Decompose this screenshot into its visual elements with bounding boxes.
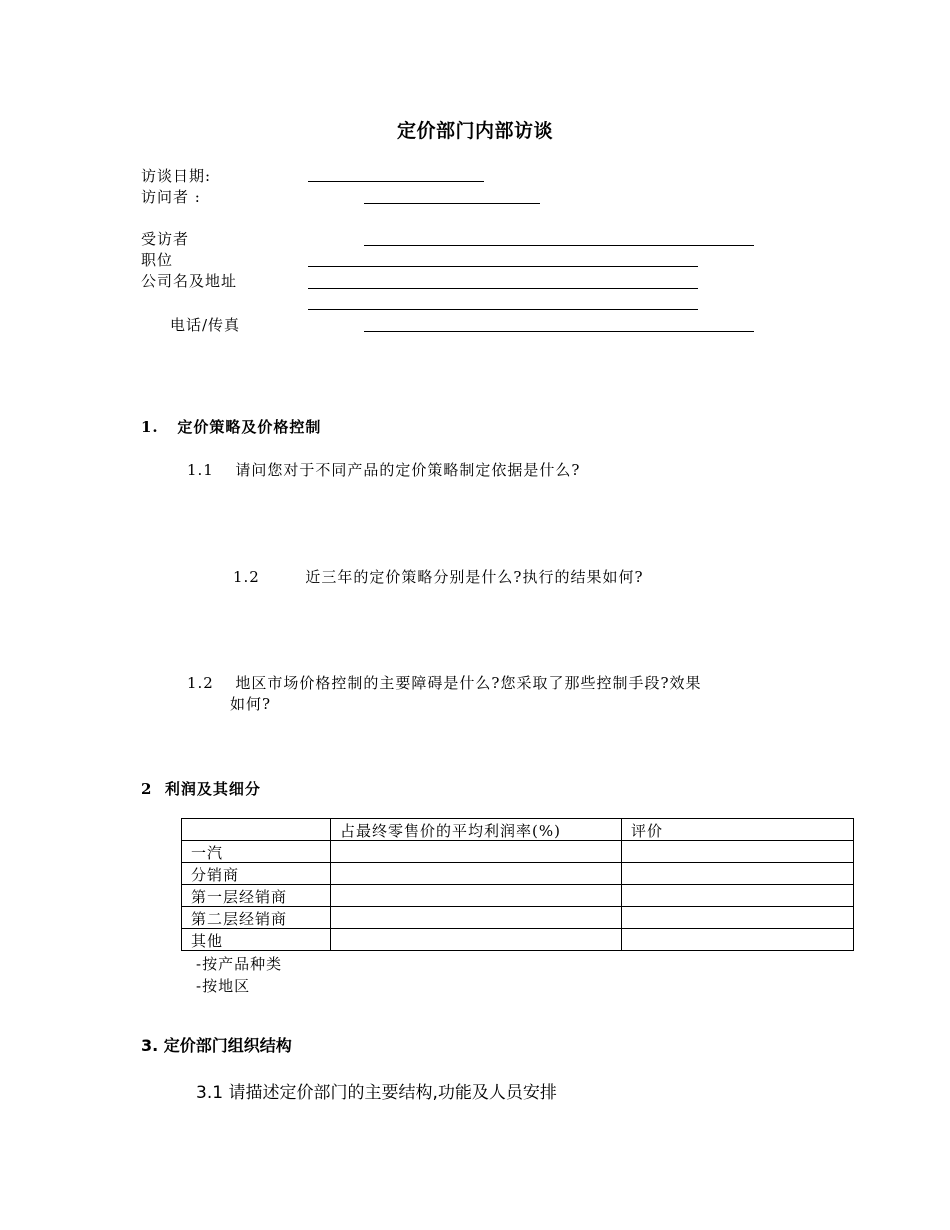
position-field[interactable] — [308, 266, 698, 267]
date-label: 访谈日期: — [141, 167, 212, 185]
comment-cell[interactable] — [622, 841, 854, 863]
question-text: 近三年的定价策略分别是什么?执行的结果如何? — [305, 568, 644, 586]
table-header-cell — [182, 819, 331, 841]
section2-heading: 2 利润及其细分 — [141, 780, 261, 798]
row-label: 其他 — [182, 929, 331, 951]
question-3-1: 3.1 请描述定价部门的主要结构,功能及人员安排 — [196, 1083, 557, 1103]
profit-rate-cell[interactable] — [331, 907, 622, 929]
table-row — [182, 841, 854, 863]
question-number: 1.2 — [233, 568, 260, 586]
table-row — [182, 885, 854, 907]
question-1-2b — [187, 672, 702, 693]
row-label: 第二层经销商 — [182, 907, 331, 929]
comment-cell[interactable] — [622, 929, 854, 951]
profit-rate-cell[interactable] — [331, 885, 622, 907]
profit-table — [181, 818, 854, 951]
table-header-cell: 占最终零售价的平均利润率(%) — [331, 819, 622, 841]
interviewer-label: 访问者 : — [141, 188, 201, 206]
question-number: 1.1 — [187, 461, 214, 479]
table-header-cell: 评价 — [622, 819, 854, 841]
table-header-row — [182, 819, 854, 841]
section3-heading: 3. 定价部门组织结构 — [141, 1036, 292, 1055]
comment-cell[interactable] — [622, 885, 854, 907]
table-row — [182, 907, 854, 929]
interviewee-label: 受访者 — [141, 230, 190, 248]
comment-cell[interactable] — [622, 907, 854, 929]
question-text: 请问您对于不同产品的定价策略制定依据是什么? — [235, 461, 581, 479]
profit-rate-cell[interactable] — [331, 929, 622, 951]
note-by-region: -按地区 — [196, 977, 251, 995]
row-label: 分销商 — [182, 863, 331, 885]
page-title: 定价部门内部访谈 — [396, 120, 553, 142]
question-text-line1: 地区市场价格控制的主要障碍是什么?您采取了那些控制手段?效果 — [235, 674, 702, 692]
note-by-product: -按产品种类 — [196, 955, 283, 973]
position-label: 职位 — [141, 251, 174, 269]
section1-heading: 1. 定价策略及价格控制 — [141, 418, 322, 436]
date-field[interactable] — [308, 181, 484, 182]
question-1-2 — [233, 566, 644, 587]
comment-cell[interactable] — [622, 863, 854, 885]
profit-rate-cell[interactable] — [331, 863, 622, 885]
interviewer-field[interactable] — [364, 203, 540, 204]
table-row — [182, 863, 854, 885]
question-text-line2: 如何? — [230, 695, 272, 713]
phone-field[interactable] — [364, 331, 754, 332]
row-label: 第一层经销商 — [182, 885, 331, 907]
question-1-1 — [187, 459, 580, 480]
company-label: 公司名及地址 — [141, 272, 238, 290]
table-row — [182, 929, 854, 951]
company-field[interactable] — [308, 288, 698, 289]
phone-label: 电话/传真 — [170, 316, 241, 334]
row-label: 一汽 — [182, 841, 331, 863]
profit-rate-cell[interactable] — [331, 841, 622, 863]
interviewee-field[interactable] — [364, 245, 754, 246]
address-field[interactable] — [308, 309, 698, 310]
question-number: 1.2 — [187, 674, 214, 692]
